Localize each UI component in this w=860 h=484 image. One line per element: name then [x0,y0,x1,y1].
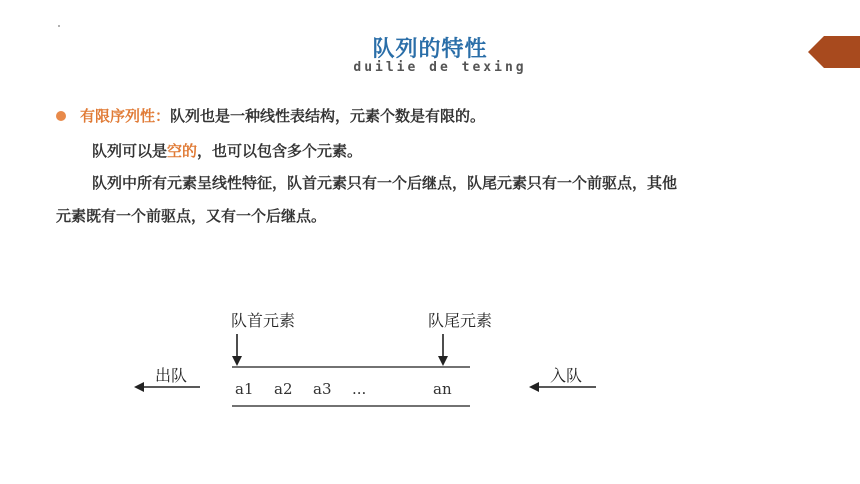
term-label: 有限序列性： [80,107,171,125]
paragraph-line-4: 元素既有一个前驱点，又有一个后继点。 [56,207,327,225]
paragraph-line-3: 队列中所有元素呈线性特征，队首元素只有一个后继点，队尾元素只有一个前驱点，其他 [92,174,678,192]
head-label: 队首元素 [231,311,296,330]
page-subtitle: duilie de texing [353,60,527,75]
line2-post: ，也可以包含多个元素。 [197,142,363,160]
dequeue-label: 出队 [155,366,188,385]
tail-label: 队尾元素 [428,311,493,330]
queue-cell-1: a1 [235,380,254,398]
page-title: 队列的特性 [372,37,488,62]
line2-accent: 空的 [167,142,198,160]
queue-cell-ellipsis: ... [352,380,367,398]
enqueue-label: 入队 [550,366,583,385]
queue-cell-3: a3 [313,380,332,398]
line2-pre: 队列可以是 [92,142,168,160]
queue-cell-2: a2 [274,380,293,398]
tail-arrow-icon [438,334,448,366]
head-arrow-icon [232,334,242,366]
term-definition: 队列也是一种线性表结构，元素个数是有限的。 [170,107,486,125]
queue-cell-n: an [433,380,452,398]
